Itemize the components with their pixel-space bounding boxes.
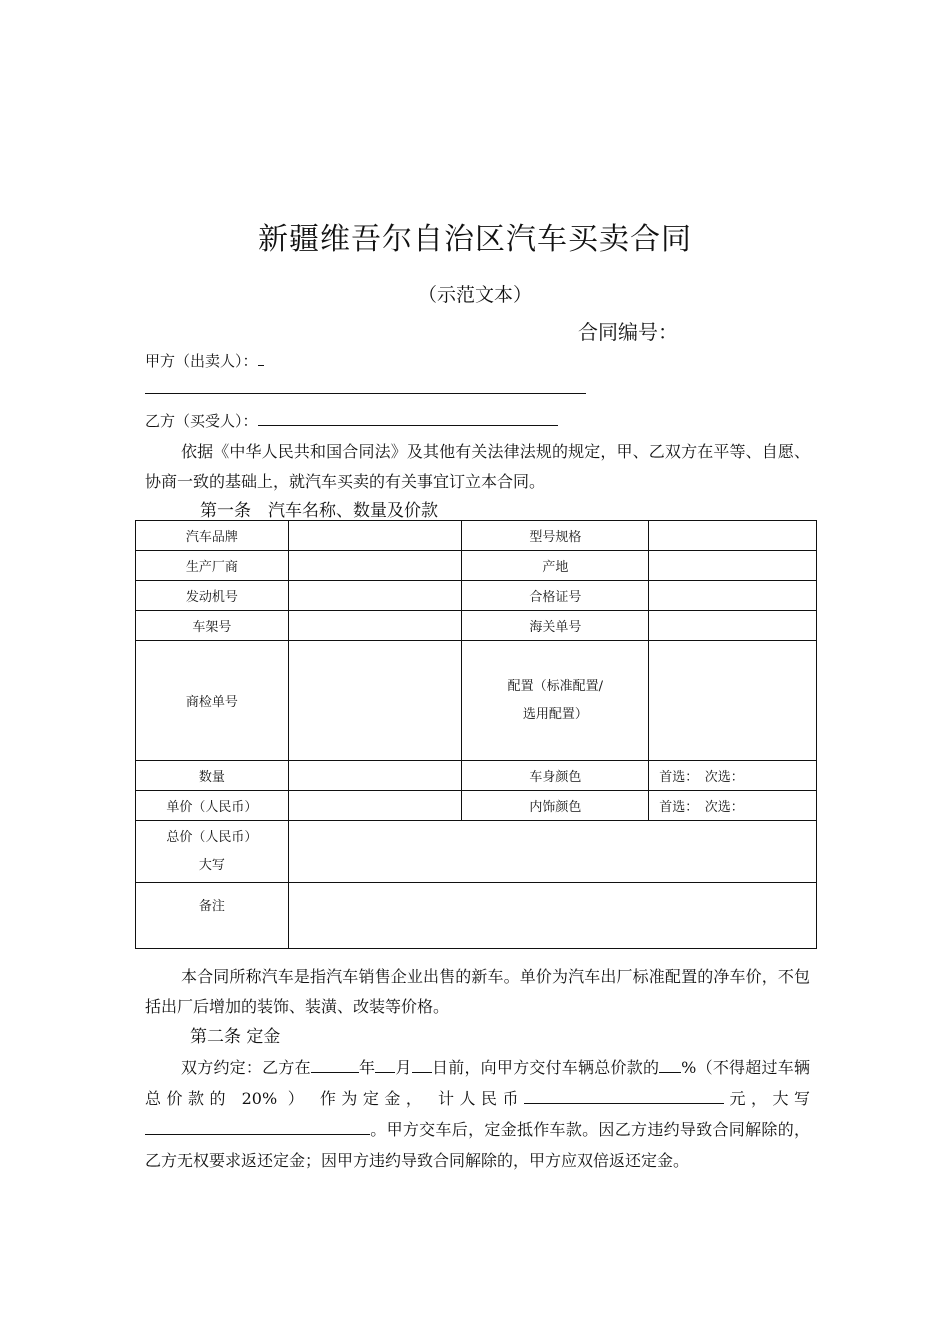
party-a-label: 甲方（出卖人）：: [145, 352, 258, 370]
body-color-label: 车身颜色: [462, 761, 649, 791]
table-row: [136, 761, 817, 791]
deposit-text-2: 年: [358, 1058, 376, 1077]
quantity-cell[interactable]: [288, 761, 462, 791]
article-1-heading: 第一条 汽车名称、数量及价款: [200, 501, 438, 521]
unit-price-cell[interactable]: [288, 791, 462, 821]
party-b-label: 乙方（买受人）：: [145, 412, 258, 430]
deposit-text-7: 。甲方交车后，定金抵作车款。因乙方违约导致合同解除的，乙方无权要求返还定金；因甲方违约导致合同解除的，甲方应双倍返还定金。: [145, 1120, 810, 1170]
party-a-row: [145, 350, 264, 371]
inspection-no-cell[interactable]: [288, 641, 462, 761]
total-price-label-line1: 总价（人民币）: [166, 829, 258, 845]
interior-color-first-choice: 首选：: [659, 800, 692, 815]
article-2-heading: 第二条 定金: [190, 1027, 281, 1047]
party-a-blank[interactable]: [258, 352, 264, 366]
manufacturer-cell[interactable]: [288, 551, 462, 581]
table-row: [136, 521, 817, 551]
engine-no-label: 发动机号: [136, 581, 289, 611]
manufacturer-label: 生产厂商: [136, 551, 289, 581]
body-color-cell[interactable]: [649, 761, 817, 791]
deposit-amount-words-blank[interactable]: [145, 1116, 370, 1135]
brand-cell[interactable]: [288, 521, 462, 551]
unit-price-label: 单价（人民币）: [136, 791, 289, 821]
deposit-text-6: 元，大写: [723, 1089, 810, 1108]
deposit-month-blank[interactable]: [375, 1054, 395, 1073]
quantity-label: 数量: [136, 761, 289, 791]
deposit-year-blank[interactable]: [311, 1054, 359, 1073]
deposit-percent-blank[interactable]: [659, 1054, 681, 1073]
party-b-row: [145, 410, 558, 431]
frame-no-label: 车架号: [136, 611, 289, 641]
interior-color-second-choice: 次选：: [704, 800, 744, 815]
body-color-second-choice: 次选：: [704, 770, 744, 785]
engine-no-cell[interactable]: [288, 581, 462, 611]
deposit-text-3: 月: [395, 1058, 412, 1077]
configuration-cell[interactable]: [649, 641, 817, 761]
table-row: [136, 611, 817, 641]
model-label: 型号规格: [462, 521, 649, 551]
interior-color-label: 内饰颜色: [462, 791, 649, 821]
note-paragraph: 本合同所称汽车是指汽车销售企业出售的新车。单价为汽车出厂标准配置的净车价，不包括出厂后增加的装饰、装潢、改装等价格。: [145, 967, 810, 1016]
deposit-amount-blank[interactable]: [524, 1085, 724, 1104]
customs-no-cell[interactable]: [649, 611, 817, 641]
table-row: [136, 883, 817, 949]
body-color-first-choice: 首选：: [659, 770, 692, 785]
deposit-paragraph: [145, 1052, 810, 1176]
remarks-cell[interactable]: [288, 883, 816, 949]
configuration-label-line1: 配置（标准配置/: [507, 678, 604, 694]
table-row: [136, 791, 817, 821]
model-cell[interactable]: [649, 521, 817, 551]
origin-cell[interactable]: [649, 551, 817, 581]
customs-no-label: 海关单号: [462, 611, 649, 641]
interior-color-cell[interactable]: [649, 791, 817, 821]
origin-label: 产地: [462, 551, 649, 581]
deposit-text-1: 双方约定：乙方在: [181, 1058, 311, 1077]
table-row: [136, 581, 817, 611]
brand-label: 汽车品牌: [136, 521, 289, 551]
certificate-no-label: 合格证号: [462, 581, 649, 611]
party-a-fill-line[interactable]: [145, 393, 586, 394]
table-row: [136, 821, 817, 883]
total-price-cell[interactable]: [288, 821, 816, 883]
deposit-text-4: 日前，向甲方交付车辆总价款的: [431, 1058, 660, 1077]
document-title: 新疆维吾尔自治区汽车买卖合同: [258, 222, 692, 257]
total-price-label-line2: 大写: [198, 857, 225, 873]
remarks-label: 备注: [136, 883, 289, 949]
inspection-no-label: 商检单号: [136, 641, 289, 761]
vehicle-spec-table: [135, 520, 817, 949]
configuration-label: [462, 641, 649, 761]
certificate-no-cell[interactable]: [649, 581, 817, 611]
document-subtitle: （示范文本）: [417, 284, 532, 306]
deposit-text-5: %（不得超过车辆总价款的 20% ） 作为定金， 计人民币: [145, 1058, 810, 1108]
party-b-blank[interactable]: [258, 411, 558, 426]
table-row: [136, 551, 817, 581]
table-row: [136, 641, 817, 761]
total-price-label: [136, 821, 289, 883]
intro-paragraph: 依据《中华人民共和国合同法》及其他有关法律法规的规定，甲、乙双方在平等、自愿、协商一致的基础上，就汽车买卖的有关事宜订立本合同。: [145, 442, 810, 491]
configuration-label-line2: 选用配置）: [522, 706, 588, 722]
contract-number-label: 合同编号：: [578, 320, 678, 344]
deposit-day-blank[interactable]: [412, 1054, 432, 1073]
frame-no-cell[interactable]: [288, 611, 462, 641]
